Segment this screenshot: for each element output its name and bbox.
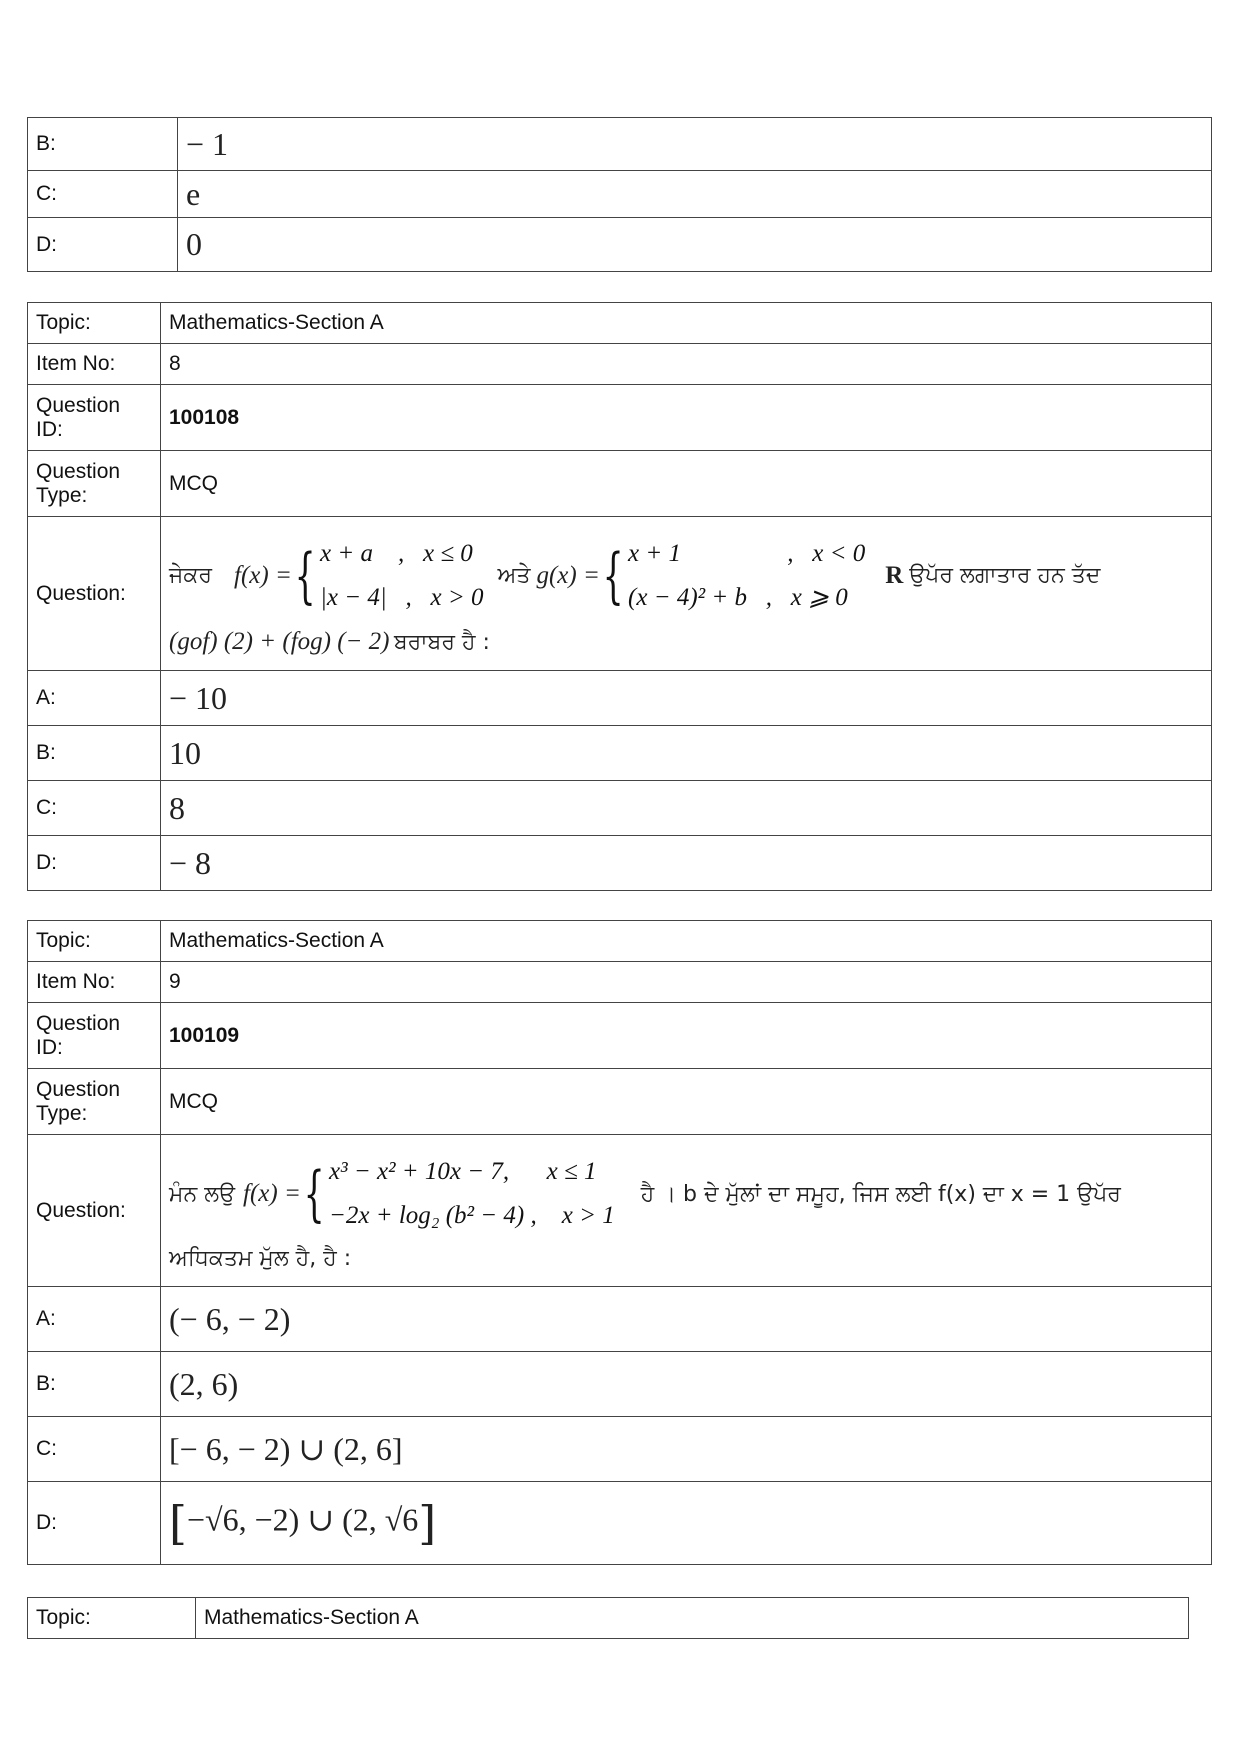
question-type-row [28, 1069, 1212, 1135]
question-9-table [27, 920, 1212, 1565]
item-row [28, 344, 1212, 385]
question-label: Question: [28, 1135, 161, 1287]
question-type-row [28, 451, 1212, 517]
question-tail: ਅਧਿਕਤਮ ਮੁੱਲ ਹੈ, ਹੈ : [169, 1246, 352, 1271]
left-bracket: [ [169, 1496, 187, 1550]
option-row [28, 1417, 1212, 1482]
question-expression: (gof) (2) + (fog) (− 2) [169, 627, 390, 655]
function-f-lhs: f(x) = [234, 561, 292, 589]
item-label: Item No: [28, 344, 161, 385]
option-label: D: [28, 836, 161, 891]
question-word: ਅਤੇ [497, 563, 531, 588]
f-case: x³ − x² + 10x − 7, x ≤ 1 [329, 1158, 597, 1185]
question-type-value: MCQ [161, 451, 1212, 517]
question-tail: ਉਪੱਰ ਲਗਾਤਾਰ ਹਨ ਤੱਦ [909, 563, 1101, 588]
option-value: 10 [161, 726, 1212, 781]
option-label: C: [28, 1417, 161, 1482]
topic-label: Topic: [28, 921, 161, 962]
topic-row [28, 303, 1212, 344]
option-row [28, 171, 1212, 218]
f-case: −2x + log₂ (b² − 4) , x > 1 [329, 1202, 615, 1229]
option-label: B: [28, 726, 161, 781]
option-label: C: [28, 781, 161, 836]
option-row [28, 836, 1212, 891]
question-word: ਜੇਕਰ [169, 563, 213, 588]
option-value: 8 [161, 781, 1212, 836]
g-case: x + 1 , x < 0 [628, 539, 866, 567]
topic-value: Mathematics-Section A [196, 1598, 1189, 1639]
option-value: e [178, 171, 1212, 218]
f-case: |x − 4| , x > 0 [320, 583, 484, 611]
right-bracket: ] [418, 1496, 437, 1550]
topic-row [28, 921, 1212, 962]
option-value: (2, 6) [161, 1352, 1212, 1417]
question-id-value: 100109 [161, 1003, 1212, 1069]
function-g-cases [628, 532, 865, 620]
item-row [28, 962, 1212, 1003]
function-f-lhs: f(x) = [243, 1180, 301, 1207]
option-value: − 1 [178, 118, 1212, 171]
question-tail: ਹੈ । b ਦੇ ਮੁੱਲਾਂ ਦਾ ਸਮੂਹ, ਜਿਸ ਲਈ f(x) ਦਾ x = 1 ਉਪੱਰ [640, 1181, 1121, 1207]
item-label: Item No: [28, 962, 161, 1003]
topic-label: Topic: [28, 303, 161, 344]
option-value: − 8 [161, 836, 1212, 891]
question-type-label: Question Type: [28, 1069, 161, 1135]
question-id-row [28, 1003, 1212, 1069]
question-tail: ਬਰਾਬਰ ਹੈ : [393, 629, 490, 655]
question-id-label: Question ID: [28, 1003, 161, 1069]
question-row [28, 1135, 1212, 1287]
item-value: 8 [161, 344, 1212, 385]
option-value [161, 1482, 1212, 1565]
question-id-value: 100108 [161, 385, 1212, 451]
option-row [28, 1352, 1212, 1417]
option-row [28, 218, 1212, 272]
g-case: (x − 4)² + b , x ⩾ 0 [628, 583, 848, 611]
f-case: x + a , x ≤ 0 [320, 539, 473, 567]
option-row [28, 1287, 1212, 1352]
question-type-value: MCQ [161, 1069, 1212, 1135]
option-value: (− 6, − 2) [161, 1287, 1212, 1352]
item-value: 9 [161, 962, 1212, 1003]
question-row [28, 517, 1212, 671]
option-label: C: [28, 171, 178, 218]
question-id-label: Question ID: [28, 385, 161, 451]
option-row [28, 726, 1212, 781]
function-f-cases [320, 532, 483, 620]
function-g-lhs: g(x) = [536, 561, 600, 589]
option-label: A: [28, 1287, 161, 1352]
option-label: D: [28, 1482, 161, 1565]
option-label: A: [28, 671, 161, 726]
function-f-cases [329, 1150, 615, 1238]
option-label: B: [28, 1352, 161, 1417]
question-word: ਮੰਨ ਲਉ [169, 1181, 235, 1207]
topic-row [28, 1598, 1189, 1639]
option-row [28, 118, 1212, 171]
option-value: [− 6, − 2) ∪ (2, 6] [161, 1417, 1212, 1482]
option-row [28, 781, 1212, 836]
topic-label: Topic: [28, 1598, 196, 1639]
option-label: B: [28, 118, 178, 171]
option-value: 0 [178, 218, 1212, 272]
question-type-label: Question Type: [28, 451, 161, 517]
topic-value: Mathematics-Section A [161, 303, 1212, 344]
option-row [28, 1482, 1212, 1565]
question-id-row [28, 385, 1212, 451]
question-8-table [27, 302, 1212, 891]
topic-value: Mathematics-Section A [161, 921, 1212, 962]
option-row [28, 671, 1212, 726]
left-brace: { [602, 540, 624, 611]
prev-question-table [27, 117, 1212, 272]
question-10-table [27, 1597, 1189, 1639]
option-interval: −√6, −2) ∪ (2, √6 [186, 1501, 419, 1538]
left-brace: { [303, 1159, 325, 1229]
question-text [161, 1135, 1212, 1287]
option-value: − 10 [161, 671, 1212, 726]
question-label: Question: [28, 517, 161, 671]
real-set-symbol: R [885, 561, 904, 589]
question-text [161, 517, 1212, 671]
left-brace: { [294, 540, 316, 611]
option-label: D: [28, 218, 178, 272]
